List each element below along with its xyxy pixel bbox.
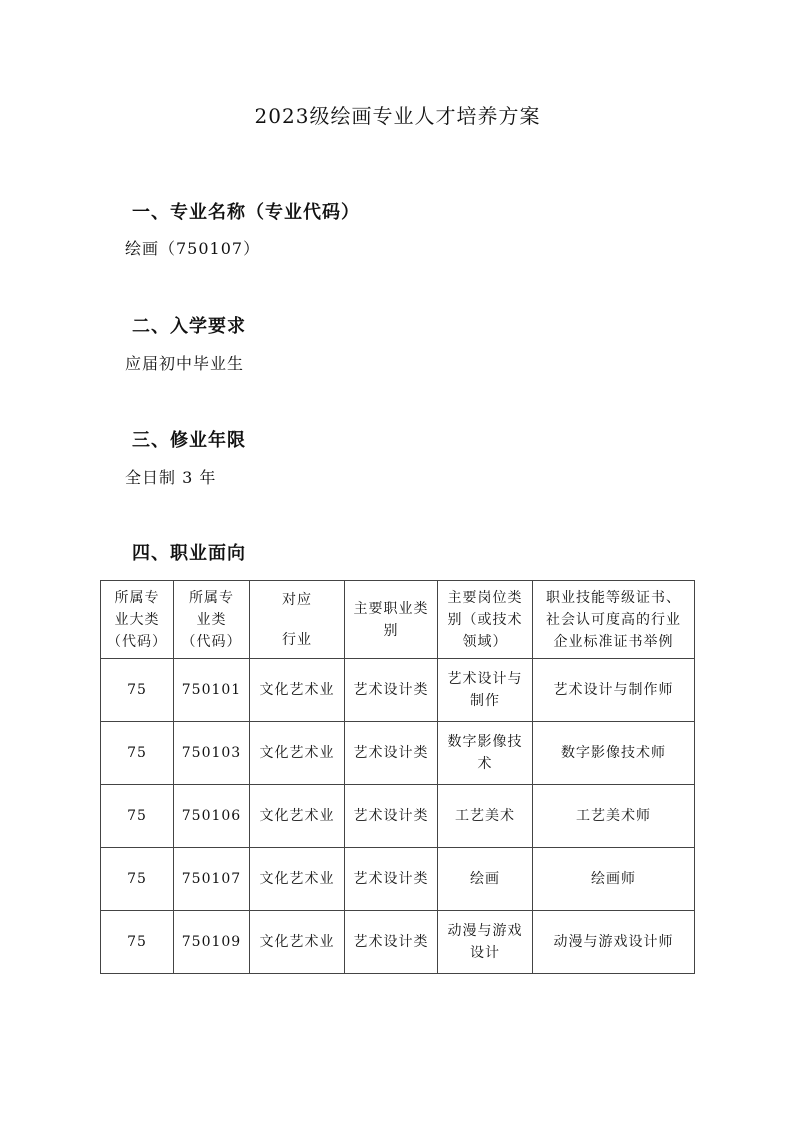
cell-industry: 文化艺术业 <box>250 722 345 785</box>
cell-category-code: 75 <box>101 848 174 911</box>
cell-subcategory-code: 750107 <box>174 848 250 911</box>
cell-industry: 文化艺术业 <box>250 911 345 974</box>
cell-category-code: 75 <box>101 785 174 848</box>
cell-occupation: 艺术设计类 <box>345 659 438 722</box>
header-subcategory: 所属专 业类 （代码） <box>174 581 250 659</box>
table-row <box>101 722 695 785</box>
header-category: 所属专 业大类 （代码） <box>101 581 174 659</box>
section-heading-career: 四、职业面向 <box>132 543 246 564</box>
section-heading-duration: 三、修业年限 <box>132 430 246 451</box>
table-row <box>101 785 695 848</box>
cell-occupation: 艺术设计类 <box>345 722 438 785</box>
document-title: 2023级绘画专业人才培养方案 <box>254 104 541 128</box>
header-position: 主要岗位类 别（或技术 领域） <box>438 581 533 659</box>
cell-category-code: 75 <box>101 659 174 722</box>
cell-certificate: 工艺美术师 <box>533 785 695 848</box>
cell-position: 绘画 <box>438 848 533 911</box>
cell-occupation: 艺术设计类 <box>345 848 438 911</box>
cell-certificate: 艺术设计与制作师 <box>533 659 695 722</box>
cell-subcategory-code: 750106 <box>174 785 250 848</box>
table-header-row <box>101 581 695 659</box>
section-text-duration: 全日制 3 年 <box>125 468 217 487</box>
cell-occupation: 艺术设计类 <box>345 785 438 848</box>
table-row <box>101 848 695 911</box>
career-table <box>100 580 695 974</box>
table-row <box>101 659 695 722</box>
table-row <box>101 911 695 974</box>
header-occupation: 主要职业类 别 <box>345 581 438 659</box>
cell-occupation: 艺术设计类 <box>345 911 438 974</box>
header-industry: 对应 行业 <box>250 581 345 659</box>
cell-subcategory-code: 750103 <box>174 722 250 785</box>
cell-position: 数字影像技术 <box>438 722 533 785</box>
cell-category-code: 75 <box>101 911 174 974</box>
section-text-major-name: 绘画（750107） <box>125 239 261 258</box>
cell-position: 工艺美术 <box>438 785 533 848</box>
cell-position: 艺术设计与制作 <box>438 659 533 722</box>
cell-certificate: 绘画师 <box>533 848 695 911</box>
cell-subcategory-code: 750101 <box>174 659 250 722</box>
header-certificate: 职业技能等级证书、 社会认可度高的行业 企业标准证书举例 <box>533 581 695 659</box>
cell-certificate: 数字影像技术师 <box>533 722 695 785</box>
cell-certificate: 动漫与游戏设计师 <box>533 911 695 974</box>
cell-industry: 文化艺术业 <box>250 785 345 848</box>
section-heading-admission: 二、入学要求 <box>132 316 246 337</box>
cell-industry: 文化艺术业 <box>250 848 345 911</box>
section-heading-major-name: 一、专业名称（专业代码） <box>132 202 360 223</box>
cell-position: 动漫与游戏设计 <box>438 911 533 974</box>
section-text-admission: 应届初中毕业生 <box>125 354 245 373</box>
cell-subcategory-code: 750109 <box>174 911 250 974</box>
cell-industry: 文化艺术业 <box>250 659 345 722</box>
cell-category-code: 75 <box>101 722 174 785</box>
